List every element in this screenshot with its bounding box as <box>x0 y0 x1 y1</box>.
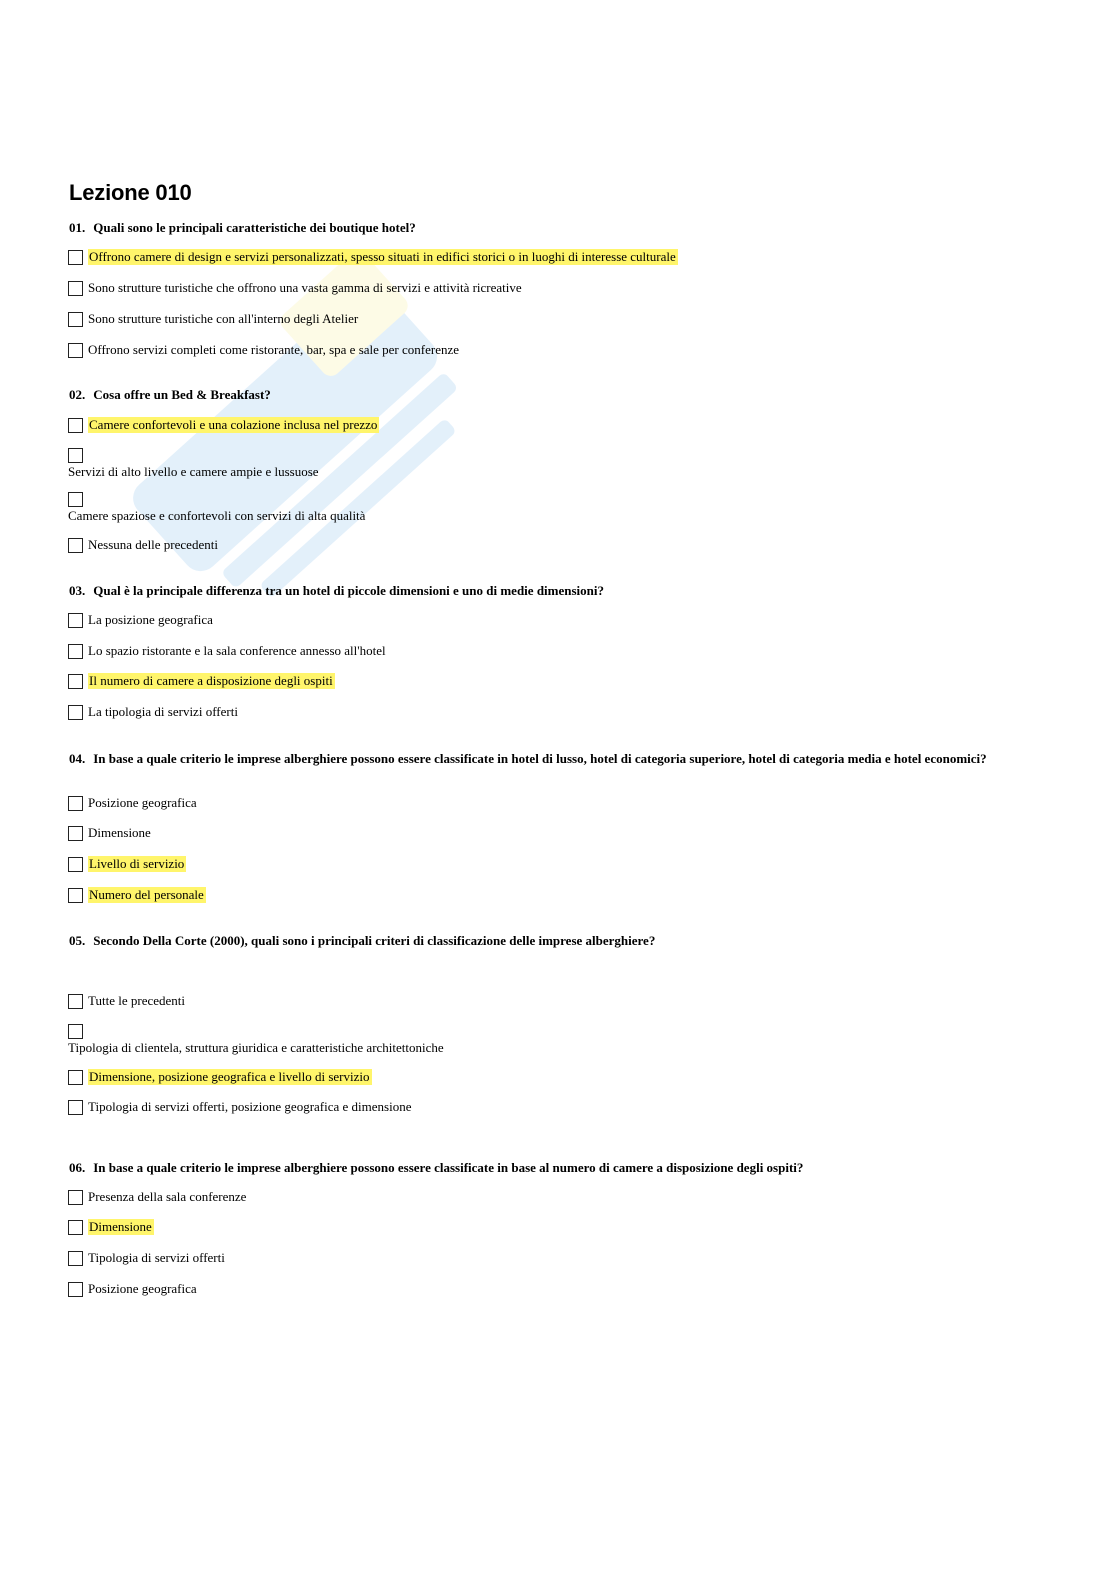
option-label: La posizione geografica <box>88 612 213 627</box>
question-text: Qual è la principale differenza tra un hotel di piccole dimensioni e uno di medie dimensioni? <box>93 583 605 598</box>
option-06-a[interactable] <box>68 1189 246 1205</box>
question-text: In base a quale criterio le imprese alberghiere possono essere classificate in hotel di lusso, hotel di categoria superiore, hotel di categoria media e hotel economici? <box>93 751 987 766</box>
question-number: 04. <box>69 751 86 766</box>
option-label: Presenza della sala conferenze <box>88 1189 247 1204</box>
option-label: Camere confortevoli e una colazione inclusa nel prezzo <box>89 417 378 432</box>
option-label: Dimensione <box>88 825 151 840</box>
checkbox[interactable] <box>68 492 83 507</box>
option-label: Tutte le precedenti <box>88 993 185 1008</box>
option-01-c[interactable] <box>68 311 358 327</box>
checkbox[interactable] <box>68 343 83 358</box>
option-02-c[interactable] <box>68 492 365 524</box>
question-text: Quali sono le principali caratteristiche dei boutique hotel? <box>93 220 416 235</box>
option-06-c[interactable] <box>68 1250 225 1266</box>
option-label: Sono strutture turistiche che offrono una vasta gamma di servizi e attività ricreative <box>88 280 522 295</box>
checkbox[interactable] <box>68 826 83 841</box>
checkbox[interactable] <box>68 1070 83 1085</box>
option-label: Lo spazio ristorante e la sala conference annesso all'hotel <box>88 643 386 658</box>
checkbox[interactable] <box>68 448 83 463</box>
checkbox[interactable] <box>68 250 83 265</box>
option-label: Sono strutture turistiche con all'interno degli Atelier <box>88 311 359 326</box>
checkbox[interactable] <box>68 1100 83 1115</box>
option-label: Tipologia di clientela, struttura giuridica e caratteristiche architettoniche <box>68 1040 444 1055</box>
checkbox[interactable] <box>68 1282 83 1297</box>
option-label: Dimensione <box>89 1219 152 1234</box>
question-04 <box>69 751 1029 766</box>
option-label: Offrono servizi completi come ristorante, bar, spa e sale per conferenze <box>88 342 460 357</box>
question-05 <box>69 933 1029 948</box>
checkbox[interactable] <box>68 418 83 433</box>
option-label: Offrono camere di design e servizi personalizzati, spesso situati in edifici storici o in luoghi di interesse culturale <box>89 249 676 264</box>
option-02-d[interactable] <box>68 537 218 553</box>
page-title: Lezione 010 <box>69 180 192 205</box>
option-label: Livello di servizio <box>89 856 185 871</box>
checkbox[interactable] <box>68 888 83 903</box>
option-03-d[interactable] <box>68 704 238 720</box>
question-text: Secondo Della Corte (2000), quali sono i principali criteri di classificazione delle imprese alberghiere? <box>93 933 656 948</box>
checkbox[interactable] <box>68 1024 83 1039</box>
option-label: Dimensione, posizione geografica e livello di servizio <box>89 1069 370 1084</box>
checkbox[interactable] <box>68 644 83 659</box>
question-number: 06. <box>69 1160 86 1175</box>
checkbox[interactable] <box>68 1190 83 1205</box>
option-03-a[interactable] <box>68 612 213 628</box>
option-label: Tipologia di servizi offerti <box>88 1250 225 1265</box>
question-06 <box>69 1160 1029 1175</box>
option-label: Numero del personale <box>89 887 204 902</box>
option-label: Posizione geografica <box>88 795 197 810</box>
option-02-b[interactable] <box>68 448 319 480</box>
option-05-b[interactable] <box>68 1024 444 1056</box>
checkbox[interactable] <box>68 857 83 872</box>
checkbox[interactable] <box>68 538 83 553</box>
option-01-d[interactable] <box>68 342 459 358</box>
option-label: Posizione geografica <box>88 1281 197 1296</box>
option-01-a[interactable] <box>68 249 678 265</box>
question-number: 03. <box>69 583 86 598</box>
question-03 <box>69 583 1029 598</box>
option-label: Camere spaziose e confortevoli con servizi di alta qualità <box>68 508 366 523</box>
option-05-a[interactable] <box>68 993 185 1009</box>
option-05-c[interactable] <box>68 1069 372 1085</box>
question-text: In base a quale criterio le imprese alberghiere possono essere classificate in base al numero di camere a disposizione degli ospiti? <box>93 1160 804 1175</box>
question-02 <box>69 387 1029 402</box>
question-number: 02. <box>69 387 86 402</box>
option-label: Il numero di camere a disposizione degli ospiti <box>89 673 333 688</box>
option-06-d[interactable] <box>68 1281 197 1297</box>
question-text: Cosa offre un Bed & Breakfast? <box>93 387 271 402</box>
option-03-c[interactable] <box>68 673 335 689</box>
option-04-d[interactable] <box>68 887 206 903</box>
checkbox[interactable] <box>68 1251 83 1266</box>
option-label: Nessuna delle precedenti <box>88 537 218 552</box>
option-01-b[interactable] <box>68 280 522 296</box>
checkbox[interactable] <box>68 312 83 327</box>
option-label: Tipologia di servizi offerti, posizione geografica e dimensione <box>88 1099 412 1114</box>
checkbox[interactable] <box>68 994 83 1009</box>
checkbox[interactable] <box>68 1220 83 1235</box>
question-number: 01. <box>69 220 86 235</box>
option-label: Servizi di alto livello e camere ampie e lussuose <box>68 464 319 479</box>
checkbox[interactable] <box>68 613 83 628</box>
checkbox[interactable] <box>68 796 83 811</box>
question-number: 05. <box>69 933 86 948</box>
option-02-a[interactable] <box>68 417 379 433</box>
option-03-b[interactable] <box>68 643 386 659</box>
option-04-a[interactable] <box>68 795 197 811</box>
checkbox[interactable] <box>68 705 83 720</box>
option-04-b[interactable] <box>68 825 151 841</box>
checkbox[interactable] <box>68 674 83 689</box>
question-01 <box>69 220 1029 235</box>
option-05-d[interactable] <box>68 1099 411 1115</box>
option-label: La tipologia di servizi offerti <box>88 704 238 719</box>
option-04-c[interactable] <box>68 856 186 872</box>
option-06-b[interactable] <box>68 1219 154 1235</box>
checkbox[interactable] <box>68 281 83 296</box>
